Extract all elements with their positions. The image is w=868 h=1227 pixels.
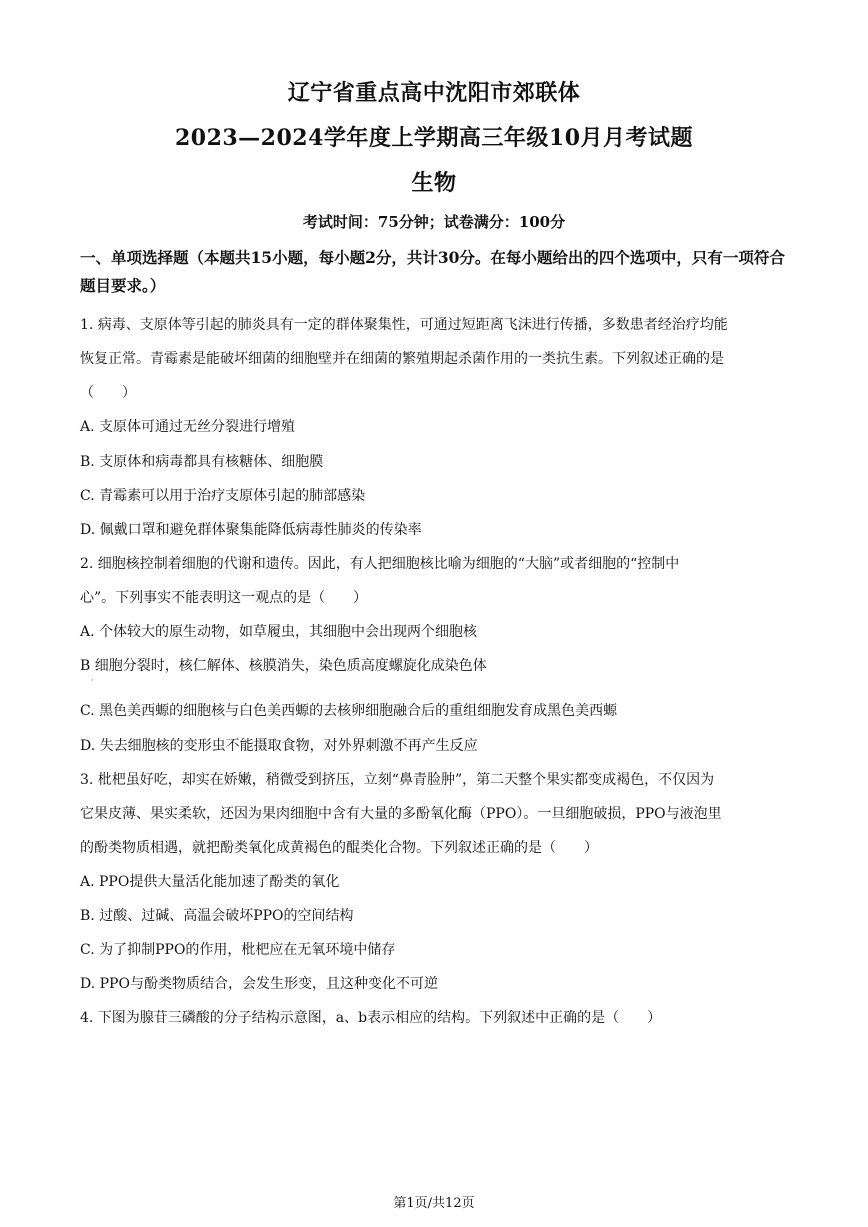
question-1-option-a: A. 支原体可通过无丝分裂进行增殖	[80, 419, 296, 435]
stray-dot-mark: ·	[91, 676, 94, 685]
question-1-option-d: D. 佩戴口罩和避免群体聚集能降低病毒性肺炎的传染率	[80, 522, 422, 538]
page-number-footer: 第1页/共12页	[393, 1196, 475, 1211]
question-2-line-1: 2. 细胞核控制着细胞的代谢和遗传。因此，有人把细胞核比喻为细胞的“大脑”或者细胞的“控制中	[80, 556, 680, 572]
exam-info: 考试时间：75分钟；试卷满分：100分	[302, 213, 566, 231]
question-4-line-1: 4. 下图为腺苷三磷酸的分子结构示意图，a、b表示相应的结构。下列叙述中正确的是（ ）	[80, 1010, 662, 1026]
question-1-line-3: （ ）	[80, 385, 136, 401]
question-2-option-b: B 细胞分裂时，核仁解体、核膜消失，染色质高度螺旋化成染色体	[80, 658, 487, 674]
question-3-option-c: C. 为了抑制PPO的作用，枇杷应在无氧环境中储存	[80, 942, 396, 958]
question-1-line-1: 1. 病毒、支原体等引起的肺炎具有一定的群体聚集性，可通过短距离飞沫进行传播，多数患者经治疗均能	[80, 317, 728, 333]
question-3-option-b: B. 过酸、过碱、高温会破坏PPO的空间结构	[80, 908, 354, 924]
question-3-line-1: 3. 枇杷虽好吃，却实在娇嫩，稍微受到挤压，立刻“鼻青脸肿”，第二天整个果实都变成褐色，不仅因为	[80, 772, 715, 788]
section-heading: 一、单项选择题（本题共15小题，每小题2分，共计30分。在每小题给出的四个选项中，只有一项符合题目要求。）	[80, 248, 785, 295]
question-2-option-d: D. 失去细胞核的变形虫不能摄取食物，对外界刺激不再产生反应	[80, 738, 478, 754]
question-2-option-a: A. 个体较大的原生动物，如草履虫，其细胞中会出现两个细胞核	[80, 624, 478, 640]
question-3-option-a: A. PPO提供大量活化能加速了酚类的氧化	[80, 874, 340, 890]
question-3-option-d: D. PPO与酚类物质结合，会发生形变，且这种变化不可逆	[80, 976, 438, 992]
question-3-line-2: 它果皮薄、果实柔软，还因为果肉细胞中含有大量的多酚氧化酶（PPO）。一旦细胞破损，PPO与液泡里	[80, 806, 722, 822]
question-1-option-b: B. 支原体和病毒都具有核糖体、细胞膜	[80, 454, 324, 470]
question-1-line-2: 恢复正常。青霉素是能破坏细菌的细胞壁并在细菌的繁殖期起杀菌作用的一类抗生素。下列叙述正确的是	[80, 351, 724, 367]
question-2-option-c: C. 黑色美西螈的细胞核与白色美西螈的去核卵细胞融合后的重组细胞发育成黑色美西螈	[80, 703, 618, 719]
subject-title: 生物	[411, 170, 457, 196]
exam-title-line2: 2023—2024学年度上学期高三年级10月月考试题	[174, 125, 694, 151]
question-3-line-3: 的酚类物质相遇，就把酚类氧化成黄褐色的醌类化合物。下列叙述正确的是（ ）	[80, 840, 598, 856]
question-1-option-c: C. 青霉素可以用于治疗支原体引起的肺部感染	[80, 488, 366, 504]
question-2-line-2: 心”。下列事实不能表明这一观点的是（ ）	[80, 590, 368, 606]
exam-title-line1: 辽宁省重点高中沈阳市郊联体	[287, 80, 581, 106]
